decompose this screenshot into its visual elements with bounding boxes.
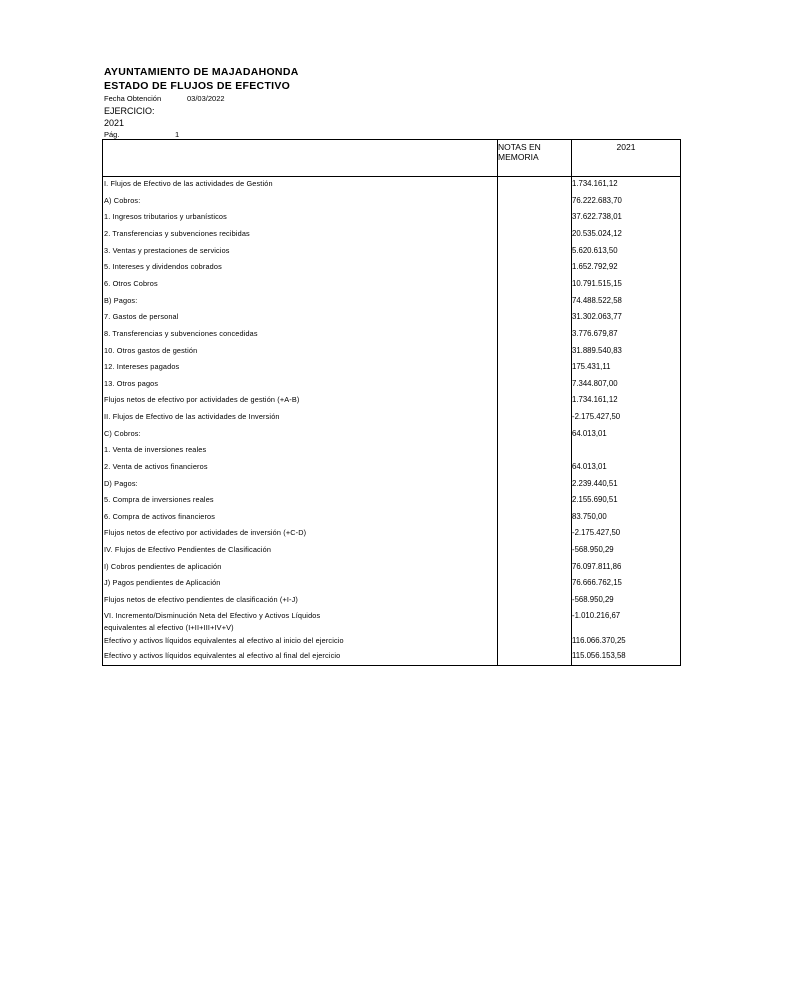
row-label: 13. Otros pagos bbox=[104, 379, 159, 388]
row-value: 37.622.738,01 bbox=[572, 212, 622, 221]
row-label: 7. Gastos de personal bbox=[104, 312, 179, 321]
notes-column-header: NOTAS EN MEMORIA bbox=[498, 142, 541, 162]
row-label: J) Pagos pendientes de Aplicación bbox=[104, 578, 221, 587]
row-label: 1. Ingresos tributarios y urbanísticos bbox=[104, 212, 227, 221]
row-value: -568.950,29 bbox=[572, 545, 614, 554]
row-label: 6. Otros Cobros bbox=[104, 279, 158, 288]
row-label: Efectivo y activos líquidos equivalentes al efectivo al final del ejercicio bbox=[104, 651, 341, 660]
fecha-label: Fecha Obtención bbox=[104, 94, 162, 103]
report-title: ESTADO DE FLUJOS DE EFECTIVO bbox=[104, 80, 291, 92]
row-label: I. Flujos de Efectivo de las actividades de Gestión bbox=[104, 179, 273, 188]
row-value: -2.175.427,50 bbox=[572, 412, 621, 421]
row-value: 31.302.063,77 bbox=[572, 312, 622, 321]
row-label: II. Flujos de Efectivo de las actividades de Inversión bbox=[104, 412, 280, 421]
row-value: -2.175.427,50 bbox=[572, 528, 621, 537]
row-label: IV. Flujos de Efectivo Pendientes de Clasificación bbox=[104, 545, 272, 554]
row-value: -568.950,29 bbox=[572, 595, 614, 604]
row-label: 1. Venta de inversiones reales bbox=[104, 445, 207, 454]
row-value: 31.889.540,83 bbox=[572, 346, 622, 355]
row-value: 76.222.683,70 bbox=[572, 196, 622, 205]
row-label: 3. Ventas y prestaciones de servicios bbox=[104, 246, 230, 255]
row-label: 10. Otros gastos de gestión bbox=[104, 346, 198, 355]
row-label: A) Cobros: bbox=[104, 196, 141, 205]
row-value: 7.344.807,00 bbox=[572, 379, 618, 388]
entity-name: AYUNTAMIENTO DE MAJADAHONDA bbox=[104, 66, 299, 78]
row-value: 64.013,01 bbox=[572, 462, 607, 471]
row-value: -1.010.216,67 bbox=[572, 611, 621, 620]
row-label: C) Cobros: bbox=[104, 429, 141, 438]
row-value: 2.239.440,51 bbox=[572, 479, 618, 488]
row-label: 5. Compra de inversiones reales bbox=[104, 495, 214, 504]
row-value: 76.666.762,15 bbox=[572, 578, 622, 587]
column-divider-notes bbox=[497, 140, 498, 665]
row-value: 83.750,00 bbox=[572, 512, 607, 521]
row-label: 6. Compra de activos financieros bbox=[104, 512, 216, 521]
page-label: Pág. bbox=[104, 130, 120, 139]
row-value: 74.488.522,58 bbox=[572, 296, 622, 305]
row-label: Flujos netos de efectivo pendientes de clasificación (+I-J) bbox=[104, 595, 299, 604]
year-column-header: 2021 bbox=[616, 142, 636, 152]
row-label: 12. Intereses pagados bbox=[104, 362, 180, 371]
ejercicio-label: EJERCICIO: bbox=[104, 106, 155, 116]
page-number: 1 bbox=[175, 130, 180, 139]
header-divider bbox=[103, 176, 680, 177]
row-label: Flujos netos de efectivo por actividades de gestión (+A-B) bbox=[104, 395, 300, 404]
row-label: Flujos netos de efectivo por actividades de inversión (+C-D) bbox=[104, 528, 307, 537]
row-value: 116.066.370,25 bbox=[572, 636, 626, 645]
row-value: 3.776.679,87 bbox=[572, 329, 618, 338]
row-label: D) Pagos: bbox=[104, 479, 138, 488]
row-value: 20.535.024,12 bbox=[572, 229, 622, 238]
row-label-continuation: equivalentes al efectivo (I+II+III+IV+V) bbox=[104, 623, 234, 632]
row-label: VI. Incremento/Disminución Neta del Efectivo y Activos Líquidos bbox=[104, 611, 321, 620]
row-value: 64.013,01 bbox=[572, 429, 607, 438]
row-value: 1.734.161,12 bbox=[572, 395, 618, 404]
row-value: 175.431,11 bbox=[572, 362, 611, 371]
row-value: 115.056.153,58 bbox=[572, 651, 626, 660]
row-label: B) Pagos: bbox=[104, 296, 138, 305]
fecha-value: 03/03/2022 bbox=[187, 94, 225, 103]
row-label: Efectivo y activos líquidos equivalentes al efectivo al inicio del ejercicio bbox=[104, 636, 344, 645]
row-value: 5.620.613,50 bbox=[572, 246, 618, 255]
row-value: 76.097.811,86 bbox=[572, 562, 622, 571]
row-label: I) Cobros pendientes de aplicación bbox=[104, 562, 222, 571]
cash-flow-table bbox=[102, 139, 681, 666]
row-value: 1.734.161,12 bbox=[572, 179, 618, 188]
ejercicio-value: 2021 bbox=[104, 118, 125, 128]
row-label: 8. Transferencias y subvenciones concedidas bbox=[104, 329, 258, 338]
row-label: 5. Intereses y dividendos cobrados bbox=[104, 262, 222, 271]
row-label: 2. Transferencias y subvenciones recibidas bbox=[104, 229, 250, 238]
row-value: 10.791.515,15 bbox=[572, 279, 622, 288]
row-value: 1.652.792,92 bbox=[572, 262, 618, 271]
row-value: 2.155.690,51 bbox=[572, 495, 618, 504]
row-label: 2. Venta de activos financieros bbox=[104, 462, 208, 471]
